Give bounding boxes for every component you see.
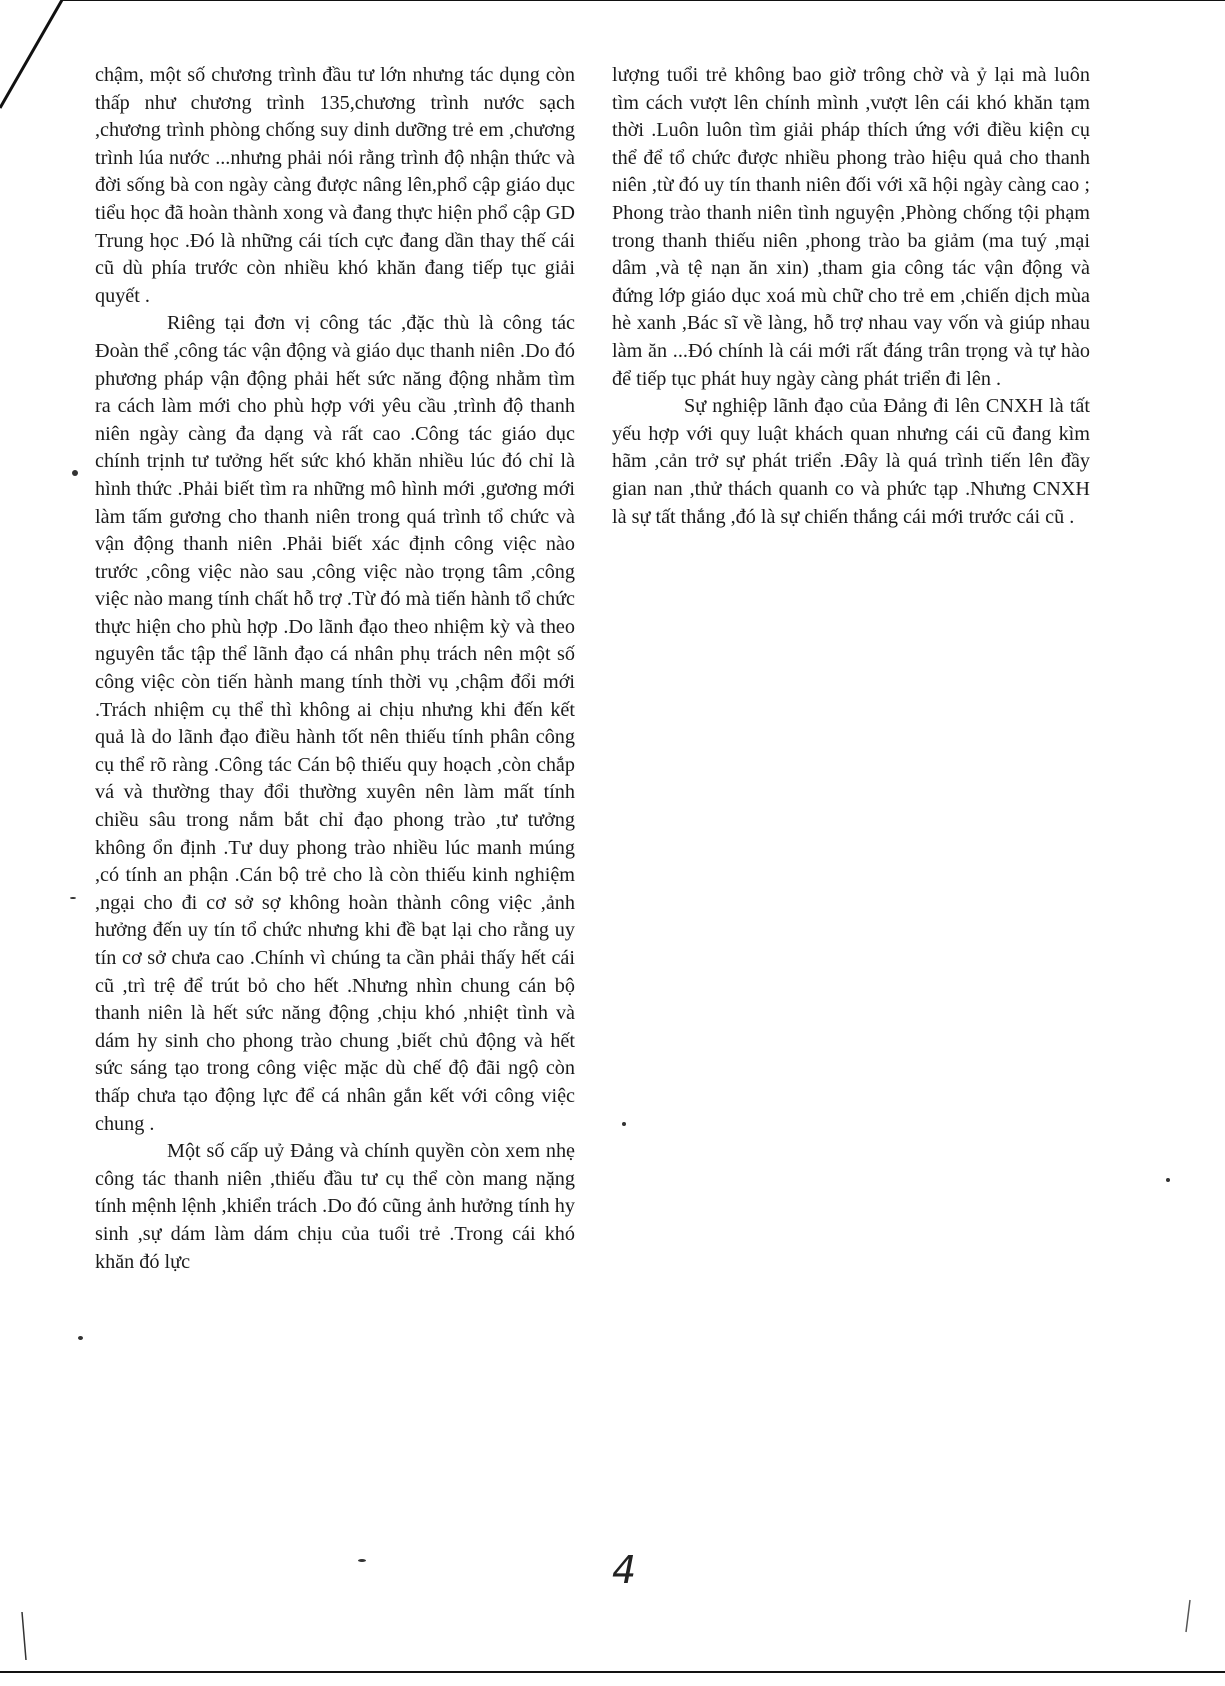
speck: [358, 1559, 366, 1562]
speck: [70, 897, 76, 899]
speck: [622, 1122, 626, 1126]
paragraph: Một số cấp uỷ Đảng và chính quyền còn xem nhẹ công tác thanh niên ,thiếu đầu tư cụ thể còn mang nặng tính mệnh lệnh ,khiển trách .Do đó cũng ảnh hưởng tính hy sinh ,sự dám làm dám chịu của tuổi trẻ .Trong cái khó khăn đó lực: [95, 1140, 575, 1273]
scan-mark: [1186, 1600, 1190, 1632]
right-text-column: [612, 62, 1090, 531]
scan-mark: [22, 1612, 26, 1660]
speck: [78, 1336, 83, 1340]
speck: [72, 470, 78, 476]
paragraph: chậm, một số chương trình đầu tư lớn nhưng tác dụng còn thấp như chương trình 135,chương trình nước sạch ,chương trình phòng chống suy dinh dưỡng trẻ em ,chương trình lúa nước ...nhưng phải nói rằng trình độ nhận thức và đời sống bà con ngày càng được nâng lên,phổ cập giáo dục tiểu học đã hoàn thành xong và đang thực hiện phổ cập GD Trung học .Đó là những cái tích cực đang dần thay thế cái cũ dù phía trước còn nhiều khó khăn đang tiếp tục giải quyết .: [95, 64, 575, 307]
page-number: 4: [612, 1548, 637, 1592]
paragraph: Sự nghiệp lãnh đạo của Đảng đi lên CNXH là tất yếu hợp với quy luật khách quan nhưng cái cũ đang kìm hãm ,cản trở sự phát triển .Đây là quá trình tiến lên đầy gian nan ,thử thách quanh co và phức tạp .Nhưng CNXH là sự tất thắng ,đó là sự chiến thắng cái mới trước cái cũ .: [612, 395, 1090, 528]
left-text-column: [95, 62, 575, 1276]
paragraph: lượng tuổi trẻ không bao giờ trông chờ và ỷ lại mà luôn tìm cách vượt lên chính mình ,vượt lên cái khó khăn tạm thời .Luôn luôn tìm giải pháp thích ứng với điều kiện cụ thể để tổ chức được nhiều phong trào hiệu quả cho thanh niên ,từ đó uy tín thanh niên đối với xã hội ngày càng cao ; Phong trào thanh niên tình nguyện ,Phòng chống tội phạm trong thanh thiếu niên ,phong trào ba giảm (ma tuý ,mại dâm ,và tệ nạn ăn xin) ,tham gia công tác vận động và đứng lớp giáo dục xoá mù chữ cho trẻ em ,chiến dịch mùa hè xanh ,Bác sĩ về làng, hỗ trợ nhau vay vốn và giúp nhau làm ăn ...Đó chính là cái mới rất đáng trân trọng và tự hào để tiếp tục phát huy ngày càng phát triển đi lên .: [612, 64, 1090, 390]
speck: [1166, 1178, 1170, 1182]
scan-corner-fold-line: [0, 0, 62, 108]
paragraph: Riêng tại đơn vị công tác ,đặc thù là công tác Đoàn thể ,công tác vận động và giáo dục thanh niên .Do đó phương pháp vận động phải hết sức năng động nhằm tìm ra cách làm mới cho phù hợp với yêu cầu ,trình độ thanh niên ngày càng đa dạng và rất cao .Công tác giáo dục chính trịnh tư tưởng hết sức khó khăn nhiều lúc đó chỉ là hình thức .Phải biết tìm ra những mô hình mới ,gương mới làm tấm gương cho thanh niên trong quá trình tổ chức và vận động thanh niên .Phải biết xác định công việc nào trước ,công việc nào sau ,công việc nào trọng tâm ,công việc nào mang tính chất hỗ trợ .Từ đó mà tiến hành tổ chức thực hiện cho phù hợp .Do lãnh đạo theo nhiệm kỳ và theo nguyên tắc tập thể lãnh đạo cá nhân phụ trách nên một số công việc còn tiến hành mang tính thời vụ ,chậm đổi mới .Trách nhiệm cụ thể thì không ai chịu nhưng khi đến kết quả là do lãnh đạo điều hành tốt nên thiếu tính phân công cụ thể rõ ràng .Công tác Cán bộ thiếu quy hoạch ,còn chắp vá và thường thay đổi thường xuyên nên làm mất tính chiều sâu trong nắm bắt chỉ đạo phong trào ,tư tưởng không ổn định .Tư duy phong trào nhiều lúc manh múng ,có tính an phận .Cán bộ trẻ cho là còn thiếu kinh nghiệm ,ngại cho đi cơ sở sợ không hoàn thành công việc ,ảnh hưởng đến uy tín tổ chức nhưng khi đề bạt lại cho rằng uy tín cơ sở chưa cao .Chính vì chúng ta cần phải thấy hết cái cũ ,trì trệ để trút bỏ cho hết .Nhưng nhìn chung cán bộ thanh niên là hết sức năng động ,chịu khó ,nhiệt tình và dám hy sinh cho phong trào chung ,biết chủ động và hết sức sáng tạo trong công việc mặc dù chế độ đãi ngộ còn thấp chưa tạo động lực để cá nhân gắn kết với công việc chung .: [95, 312, 575, 1135]
